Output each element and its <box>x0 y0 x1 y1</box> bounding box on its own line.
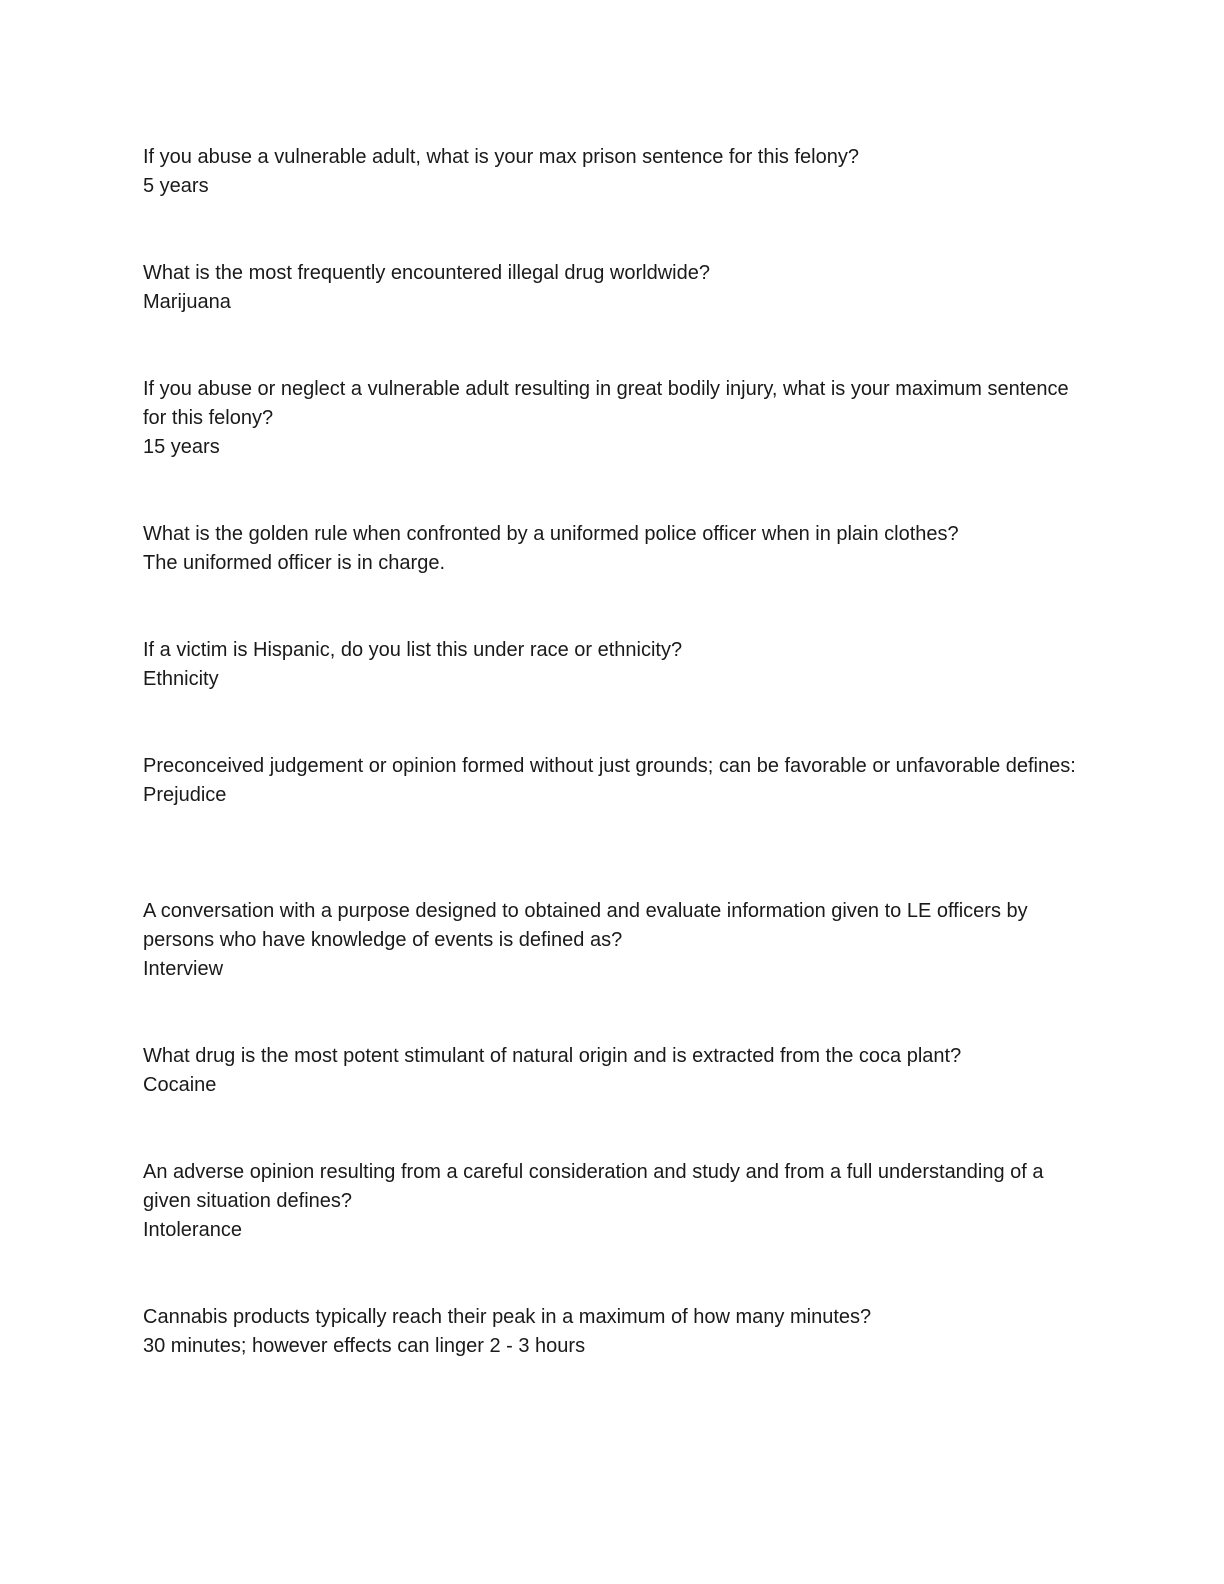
question-text: An adverse opinion resulting from a careful consideration and study and from a full understanding of a given situation defines? <box>143 1161 1044 1212</box>
qa-item-4 <box>143 520 1083 578</box>
question-text: If a victim is Hispanic, do you list this under race or ethnicity? <box>143 639 683 661</box>
answer-text: Intolerance <box>143 1219 242 1241</box>
question-text: A conversation with a purpose designed to obtained and evaluate information given to LE officers by persons who have knowledge of events is defined as? <box>143 900 1028 951</box>
qa-item-6 <box>143 752 1083 810</box>
question-text: What drug is the most potent stimulant of natural origin and is extracted from the coca plant? <box>143 1045 962 1067</box>
question-text: Cannabis products typically reach their peak in a maximum of how many minutes? <box>143 1306 872 1328</box>
qa-item-7 <box>143 897 1083 984</box>
answer-text: 15 years <box>143 436 220 458</box>
answer-text: 5 years <box>143 175 209 197</box>
answer-text: Cocaine <box>143 1074 217 1096</box>
question-text: What is the golden rule when confronted by a uniformed police officer when in plain clothes? <box>143 523 959 545</box>
qa-item-5 <box>143 636 1083 694</box>
answer-text: Ethnicity <box>143 668 219 690</box>
qa-item-8 <box>143 1042 1083 1100</box>
question-text: Preconceived judgement or opinion formed without just grounds; can be favorable or unfavorable defines: <box>143 755 1076 777</box>
answer-text: 30 minutes; however effects can linger 2 - 3 hours <box>143 1335 586 1357</box>
question-text: What is the most frequently encountered illegal drug worldwide? <box>143 262 710 284</box>
qa-item-9 <box>143 1158 1083 1245</box>
answer-text: Prejudice <box>143 784 227 806</box>
qa-item-2 <box>143 259 1083 317</box>
question-text: If you abuse or neglect a vulnerable adult resulting in great bodily injury, what is your maximum sentence for this felony? <box>143 378 1069 429</box>
qa-item-3 <box>143 375 1083 462</box>
question-text: If you abuse a vulnerable adult, what is your max prison sentence for this felony? <box>143 146 859 168</box>
qa-item-1 <box>143 143 1083 201</box>
answer-text: Marijuana <box>143 291 231 313</box>
answer-text: Interview <box>143 958 224 980</box>
answer-text: The uniformed officer is in charge. <box>143 552 446 574</box>
qa-item-10 <box>143 1303 1083 1361</box>
